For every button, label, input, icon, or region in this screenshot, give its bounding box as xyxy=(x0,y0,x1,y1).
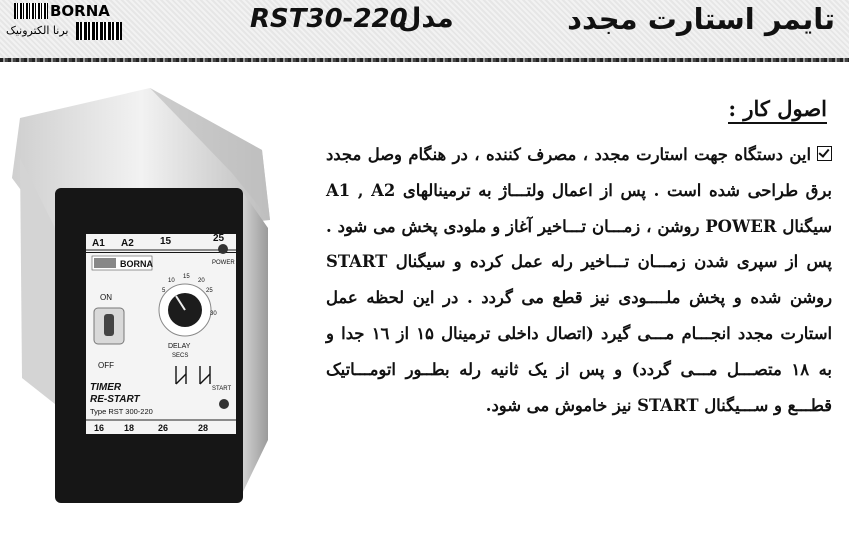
terminal-label: 25 xyxy=(213,233,225,244)
terminal-label: 26 xyxy=(158,423,169,433)
dial-number: 25 xyxy=(206,288,213,294)
power-led-icon xyxy=(218,244,228,254)
toggle-switch xyxy=(104,314,114,336)
logo-barcode-icon xyxy=(14,3,48,19)
off-label: OFF xyxy=(98,361,114,370)
dial-number: 5 xyxy=(162,288,166,294)
dial-unit: SECS xyxy=(172,353,189,359)
terminal-label: 15 xyxy=(160,236,172,247)
device-name-line1: TIMER xyxy=(90,382,122,393)
section-heading: اصول کار : xyxy=(728,96,827,124)
logo-latin-text: BORNA xyxy=(50,2,110,20)
model-label: مدل xyxy=(398,3,454,34)
on-label: ON xyxy=(100,293,112,302)
dial-number: 20 xyxy=(198,278,205,284)
dial-number: 30 xyxy=(210,311,217,317)
logo-barcode-icon xyxy=(76,22,122,40)
checkbox-icon xyxy=(817,146,832,161)
header-divider xyxy=(0,58,849,62)
header-band xyxy=(0,0,849,58)
terminal-label: 18 xyxy=(124,423,135,433)
dial-label: DELAY xyxy=(168,343,191,350)
device-name-line2: RE-START xyxy=(90,394,140,405)
device-photo xyxy=(0,78,300,528)
start-led-icon xyxy=(219,399,229,409)
device-brand: BORNA xyxy=(120,259,153,269)
logo-persian-text: برنا الکترونیک xyxy=(6,24,69,37)
borna-logo xyxy=(0,2,128,42)
dial-number: 10 xyxy=(168,278,175,284)
terminal-label: A1 xyxy=(92,238,105,249)
power-label: POWER xyxy=(212,260,235,266)
description-paragraph: این دستگاه جهت استارت مجدد ، مصرف کننده ، در هنگام وصل مجدد برق طراحی شده است . پس از اعمال ولتـــاژ به ترمینالهای A1 , A2 سیگنال POWER روشن ، زمـــان تـــاخیر آغاز و ملودی پخش می شود . پس از سپری شدن زمـــان تـــاخیر رله عمل کرده و سیگنال START روشن شده و پخش ملــــودی نیز قطع می گردد . در این لحظه عمل استارت مجدد انجـــام مـــی گیرد (اتصال داخلی ترمینال ۱۵ از ۱٦ جدا و به ۱۸ متصـــل مـــی گردد) و پس از یک ثانیه رله بطــور اتومـــاتیک قطـــع و ســـیگنال START نیز خاموش می شود. xyxy=(326,145,832,415)
page-title: تایمر استارت مجدد xyxy=(567,2,835,36)
terminal-label: A2 xyxy=(121,238,134,249)
device-type: Type RST 300-220 xyxy=(90,407,153,416)
terminal-label: 28 xyxy=(198,423,209,433)
device-side xyxy=(240,188,268,498)
start-label: START xyxy=(212,386,232,392)
model-number: RST30-220 xyxy=(250,4,408,34)
description-text xyxy=(326,137,832,423)
terminal-label: 16 xyxy=(94,423,105,433)
dial-number: 15 xyxy=(183,274,190,280)
